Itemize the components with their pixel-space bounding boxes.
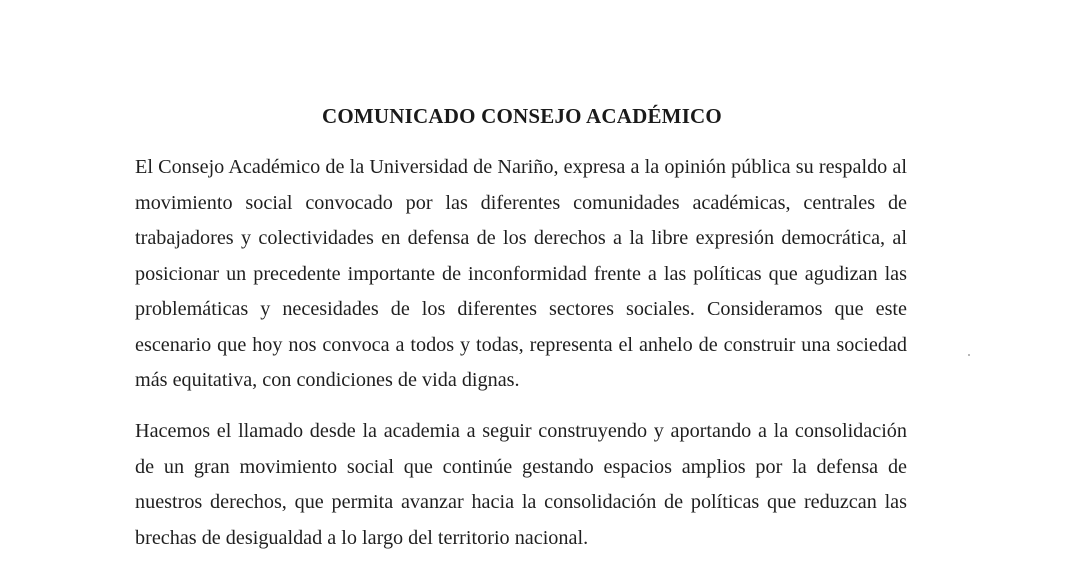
scan-speck <box>968 354 970 356</box>
paragraph-call-to-action: Hacemos el llamado desde la academia a seguir construyendo y aportando a la consolidación de un gran movimiento social que continúe gestando espacios amplios por la defensa de nuestros derechos, que permita avanzar hacia la consolidación de políticas que reduzcan las brechas de desigualdad a lo largo del territorio nacional. <box>135 420 907 549</box>
paragraph-support-statement: El Consejo Académico de la Universidad de Nariño, expresa a la opinión pública su respaldo al movimiento social convocado por las diferentes comunidades académicas, centrales de trabajadores y colectividades en defensa de los derechos a la libre expresión democrática, al posicionar un precedente importante de inconformidad frente a las políticas que agudizan las problemáticas y necesidades de los diferentes sectores sociales. Consideramos que este escenario que hoy nos convoca a todos y todas, representa el anhelo de construir una sociedad más equitativa, con condiciones de vida dignas. <box>135 156 907 391</box>
document-title: COMUNICADO CONSEJO ACADÉMICO <box>322 104 722 128</box>
